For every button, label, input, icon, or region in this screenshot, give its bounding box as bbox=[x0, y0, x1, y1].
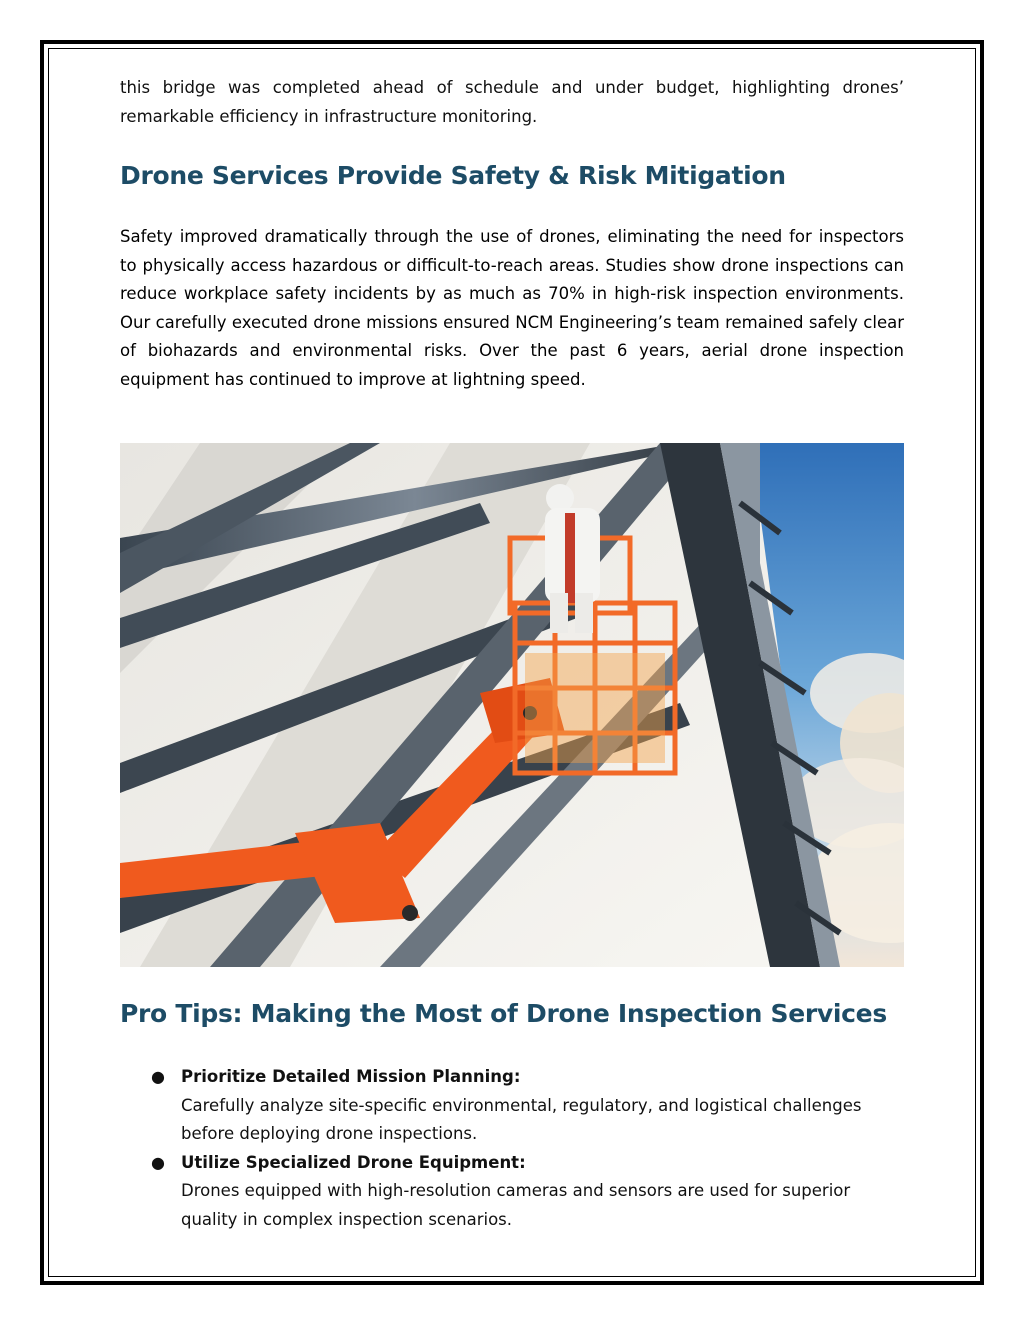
tip-description: Carefully analyze site-specific environmental, regulatory, and logistical challenges before deploying drone inspections. bbox=[181, 1095, 862, 1143]
intro-block bbox=[120, 74, 904, 131]
tip-title: Utilize Specialized Drone Equipment: bbox=[181, 1152, 526, 1172]
tip-title: Prioritize Detailed Mission Planning: bbox=[181, 1067, 521, 1086]
bridge-inspection-photo bbox=[120, 443, 904, 967]
bullet-icon: ● bbox=[151, 1152, 165, 1172]
tips-heading: Pro Tips: Making the Most of Drone Inspection Services bbox=[120, 999, 887, 1028]
list-item bbox=[120, 1063, 904, 1149]
safety-heading: Drone Services Provide Safety & Risk Mitigation bbox=[120, 161, 786, 190]
bullet-icon: ● bbox=[151, 1067, 165, 1086]
tips-list bbox=[120, 1063, 904, 1234]
tip-description: Drones equipped with high-resolution cameras and sensors are used for superior quality in complex inspection scenarios. bbox=[181, 1181, 851, 1229]
safety-paragraph: Safety improved dramatically through the use of drones, eliminating the need for inspectors to physically access hazardous or difficult-to-reach areas. Studies show drone inspections can reduce workplace safety incidents by as much as 70% in high-risk inspection environments. Our carefully executed drone missions ensured NCM Engineering’s team remained safely clear of biohazards and environmental risks. Over the past 6 years, aerial drone inspection equipment has continued to improve at lightning speed. bbox=[120, 227, 904, 389]
list-item bbox=[120, 1149, 904, 1235]
intro-paragraph: this bridge was completed ahead of schedule and under budget, highlighting drones’ remarkable efficiency in infrastructure monitoring. bbox=[120, 78, 904, 126]
